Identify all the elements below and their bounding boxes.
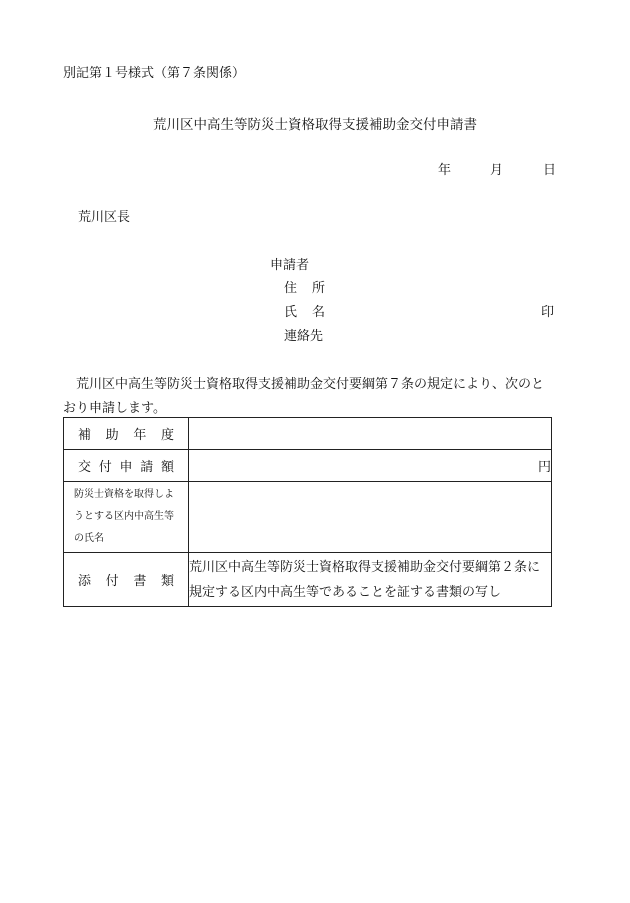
table-row-student-name bbox=[64, 482, 552, 553]
form-number-label: 別記第１号様式（第７条関係） bbox=[63, 66, 246, 81]
attachments-description: 荒川区中高生等防災士資格取得支援補助金交付要綱第２条に規定する区内中高生等であることを証する書類の写し bbox=[189, 553, 552, 607]
application-statement: 荒川区中高生等防災士資格取得支援補助金交付要綱第７条の規定により、次のとおり申請します。 bbox=[63, 377, 545, 416]
seal-mark: 印 bbox=[541, 305, 555, 320]
student-name-label: 防災士資格を取得しようとする区内中高生等の氏名 bbox=[64, 482, 189, 553]
amount-label: 交 付 申 請 額 bbox=[64, 450, 189, 482]
date-year-label: 年 bbox=[438, 163, 452, 178]
subsidy-year-label: 補 助 年 度 bbox=[64, 418, 189, 450]
name-label: 氏 名 bbox=[284, 305, 327, 320]
document-title: 荒川区中高生等防災士資格取得支援補助金交付申請書 bbox=[153, 117, 477, 133]
yen-unit: 円 bbox=[537, 460, 551, 475]
applicant-heading: 申請者 bbox=[270, 258, 310, 273]
date-month-label: 月 bbox=[490, 163, 504, 178]
contact-label: 連絡先 bbox=[284, 329, 324, 344]
table-row-attachments bbox=[64, 553, 552, 607]
student-name-field[interactable] bbox=[189, 482, 552, 553]
date-day-label: 日 bbox=[543, 163, 557, 178]
table-row-subsidy-year bbox=[64, 418, 552, 450]
subsidy-year-field[interactable] bbox=[189, 418, 552, 450]
attachments-label: 添 付 書 類 bbox=[64, 553, 189, 607]
table-row-amount bbox=[64, 450, 552, 482]
amount-field[interactable] bbox=[189, 450, 552, 482]
address-label: 住 所 bbox=[284, 281, 327, 296]
application-table bbox=[63, 417, 552, 607]
addressee: 荒川区長 bbox=[78, 210, 131, 225]
